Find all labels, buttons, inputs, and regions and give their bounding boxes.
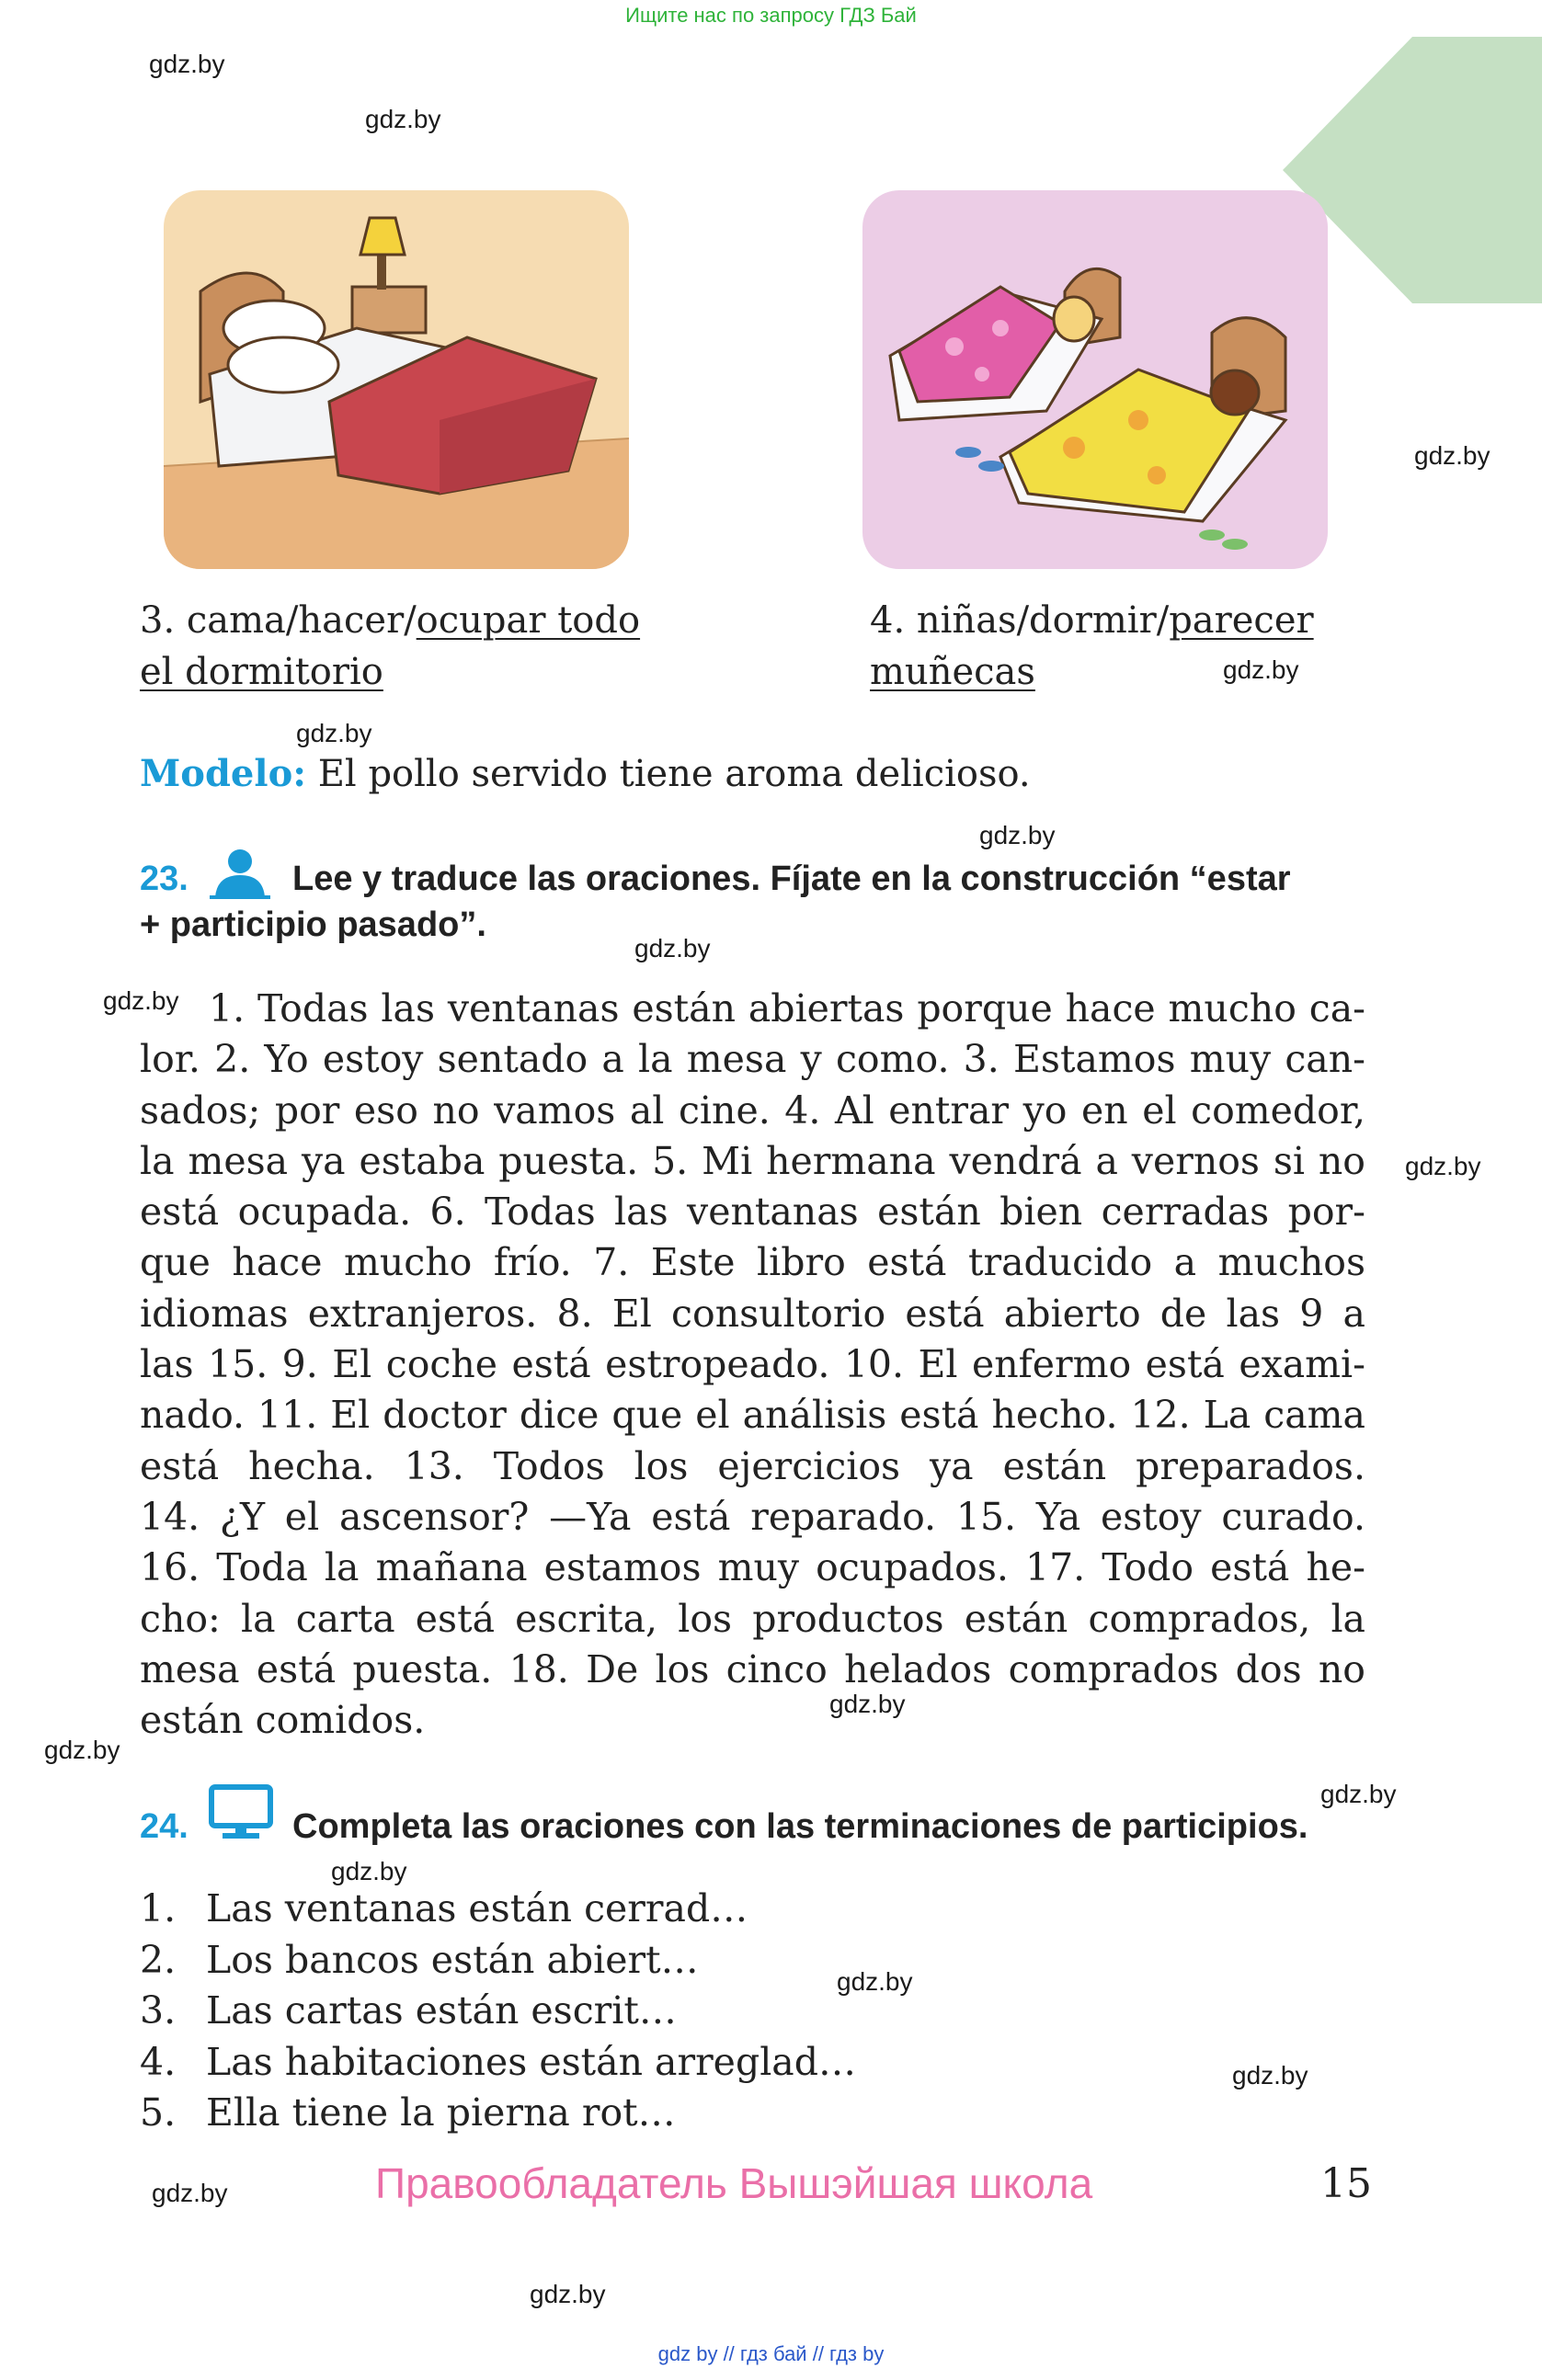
exercise-23-text (140, 984, 1365, 1746)
exercise-23-line: 1. Todas las ventanas están abiertas porque hace mucho ca- (209, 986, 1365, 1031)
footer-links: gdz by // гдз бай // гдз by (657, 2342, 885, 2365)
exercise-24-item: 4. Las habitaciones están arreglad… (140, 2040, 856, 2084)
watermark: gdz.by (1405, 1152, 1481, 1180)
exercise-24-item: 3. Las cartas están escrit… (140, 1988, 677, 2033)
watermark: gdz.by (149, 50, 225, 78)
watermark: gdz.by (829, 1690, 906, 1718)
page-number: 15 (1320, 2160, 1372, 2207)
girls-sleeping-illustration (862, 190, 1328, 569)
item4-caption-line2: muñecas (870, 651, 1035, 693)
watermark: gdz.by (979, 821, 1056, 849)
exercise-23-line: están comidos. (140, 1698, 426, 1743)
watermark: gdz.by (1414, 441, 1491, 470)
computer-icon (208, 1783, 274, 1840)
exercise-23-line: lor. 2. Yo estoy sentado a la mesa y como. 3. Estamos muy can- (140, 1037, 1365, 1082)
item4-caption-line1: 4. niñas/dormir/parecer (870, 599, 1314, 642)
watermark: gdz.by (44, 1736, 120, 1764)
item3-caption-line2: el dormitorio (140, 651, 383, 693)
exercise-24-item: 1. Las ventanas están cerrad… (140, 1886, 748, 1930)
exercise-23-line: está hecha. 13. Todos los ejercicios ya están preparados. (140, 1443, 1365, 1488)
watermark: gdz.by (1320, 1780, 1397, 1808)
watermark: gdz.by (331, 1857, 407, 1885)
exercise-23-line: sados; por eso no vamos al cine. 4. Al entrar yo en el comedor, (140, 1088, 1365, 1133)
person-icon (210, 848, 270, 899)
exercise-23-title-line1: Lee y traduce las oraciones. Fíjate en la construcción “estar (292, 860, 1291, 898)
exercise-24-item: 5. Ella tiene la pierna rot… (140, 2090, 676, 2135)
exercise-23-line: la mesa ya estaba puesta. 5. Mi hermana vendrá a vernos si no (140, 1138, 1365, 1183)
exercise-23-line: que hace mucho frío. 7. Este libro está traducido a muchos (140, 1240, 1365, 1285)
exercise-24-number: 24. (140, 1807, 188, 1846)
exercise-23-line: 16. Toda la mañana estamos muy ocupados. 17. Todo está he- (140, 1545, 1365, 1590)
watermark: gdz.by (365, 105, 441, 133)
watermark: gdz.by (837, 1967, 913, 1996)
item3-caption-line1: 3. cama/hacer/ocupar todo (140, 599, 641, 642)
watermark: gdz.by (1232, 2061, 1308, 2090)
modelo-line (140, 752, 1031, 795)
exercise-23-line: las 15. 9. El coche está estropeado. 10. El enfermo está exami- (140, 1342, 1365, 1387)
exercise-23-line: idiomas extranjeros. 8. El consultorio está abierto de las 9 a (140, 1291, 1365, 1336)
exercise-23-title-line2: + participio pasado”. (140, 905, 486, 944)
watermark: gdz.by (634, 934, 711, 962)
watermark: gdz.by (103, 986, 179, 1015)
exercise-23-line: está ocupada. 6. Todas las ventanas están bien cerradas por- (140, 1190, 1365, 1235)
exercise-23-line: mesa está puesta. 18. De los cinco helados comprados dos no (140, 1646, 1365, 1691)
exercise-24-title: Completa las oraciones con las terminaciones de participios. (292, 1807, 1308, 1846)
bed-illustration (164, 190, 629, 569)
exercise-23-line: 14. ¿Y el ascensor? —Ya está reparado. 15. Ya estoy curado. (140, 1494, 1365, 1539)
exercise-23-number: 23. (140, 860, 188, 898)
watermark: gdz.by (152, 2179, 228, 2207)
watermark: gdz.by (1223, 655, 1299, 684)
header-note: Ищите нас по запросу ГДЗ Бай (625, 4, 917, 27)
exercise-23-line: cho: la carta está escrita, los productos están comprados, la (140, 1596, 1365, 1641)
modelo-label: Modelo: (140, 752, 307, 795)
watermark: gdz.by (530, 2280, 606, 2308)
modelo-text: El pollo servido tiene aroma delicioso. (317, 753, 1031, 795)
exercise-24-item: 2. Los bancos están abiert… (140, 1938, 699, 1982)
copyright-notice: Правообладатель Вышэйшая школа (375, 2159, 1093, 2207)
exercise-23-line: nado. 11. El doctor dice que el análisis está hecho. 12. La cama (140, 1393, 1365, 1438)
watermark: gdz.by (296, 719, 372, 747)
